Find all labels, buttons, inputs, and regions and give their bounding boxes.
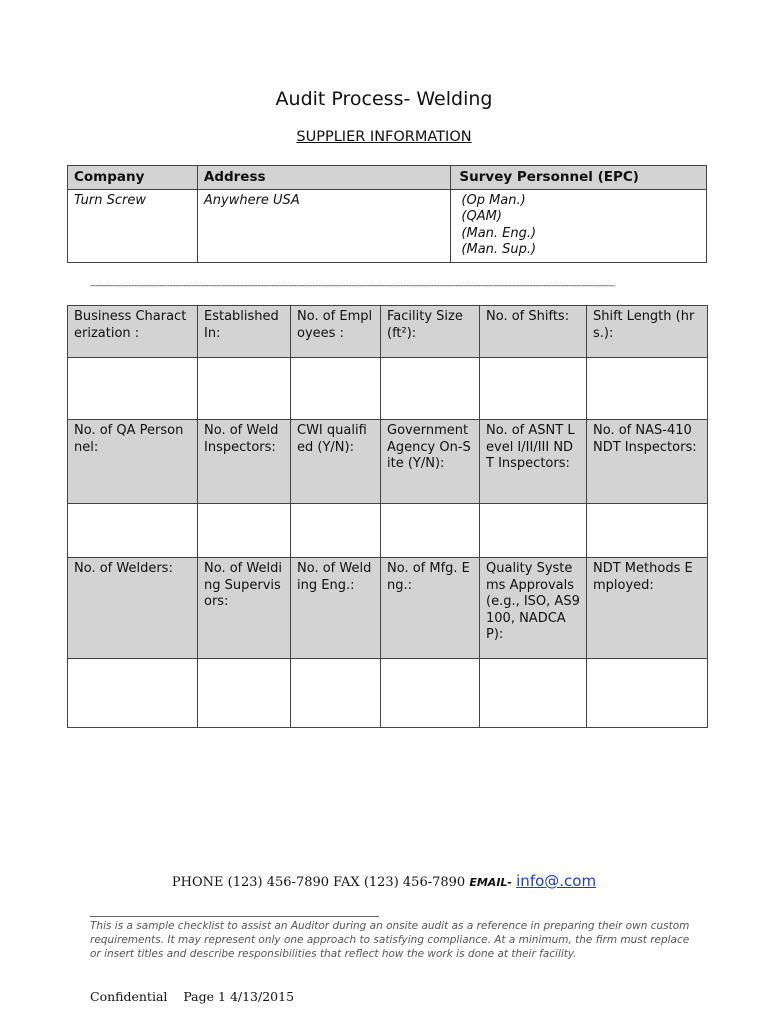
value-cell[interactable] (381, 504, 480, 558)
section-heading: SUPPLIER INFORMATION (296, 129, 472, 145)
email-label: EMAIL- (469, 876, 512, 889)
personnel-qam: (QAM) (461, 209, 502, 224)
label-no-of-weld-inspectors: No. of Weld Inspectors: (198, 420, 291, 504)
document-title: Audit Process- Welding (275, 88, 493, 110)
facility-profile-table (67, 305, 708, 728)
label-facility-size: Facility Size (ft²): (381, 306, 480, 358)
label-welding-eng: No. of Welding Eng.: (291, 558, 381, 659)
label-no-of-shifts: No. of Shifts: (480, 306, 587, 358)
value-cell[interactable] (198, 358, 291, 420)
supplier-info-table (67, 165, 707, 263)
supplier-header-row (68, 166, 707, 190)
dashed-separator: ----------------------------------------------------------------------------------------------------------------------------------------------------------------------------------------------- (90, 281, 615, 291)
value-cell[interactable] (291, 504, 381, 558)
value-cell[interactable] (198, 659, 291, 728)
personnel-op-man: (Op Man.) (461, 192, 526, 208)
label-no-of-welders: No. of Welders: (68, 558, 198, 659)
label-no-of-employees: No. of Employees : (291, 306, 381, 358)
value-cell[interactable] (68, 659, 198, 728)
label-established-in: Established In: (198, 306, 291, 358)
header-company: Company (68, 166, 198, 190)
value-cell[interactable] (587, 358, 708, 420)
header-address: Address (197, 166, 451, 190)
email-link[interactable]: info@.com (516, 872, 597, 890)
value-cell[interactable] (291, 659, 381, 728)
phone-fax: PHONE (123) 456-7890 FAX (123) 456-7890 (171, 875, 466, 890)
page-number: Page 1 (183, 989, 226, 1004)
value-cell[interactable] (480, 504, 587, 558)
personnel-man-eng: (Man. Eng.) (461, 225, 537, 241)
profile-header-row-3 (68, 558, 708, 659)
value-cell[interactable] (480, 358, 587, 420)
label-nas410-inspectors: No. of NAS-410 NDT Inspectors: (587, 420, 708, 504)
profile-header-row-1 (68, 306, 708, 358)
personnel-man-sup: (Man. Sup.) (461, 242, 537, 257)
profile-value-row-2 (68, 504, 708, 558)
label-no-of-qa-personnel: No. of QA Personnel: (68, 420, 198, 504)
footer-date: 4/13/2015 (229, 989, 295, 1004)
label-welding-supervisors: No. of Welding Supervisors: (198, 558, 291, 659)
label-quality-approvals: Quality Systems Approvals (e.g., ISO, AS9100, NADCAP): (480, 558, 587, 659)
confidential-label: Confidential (90, 989, 168, 1004)
value-cell[interactable] (587, 504, 708, 558)
value-cell[interactable] (68, 504, 198, 558)
value-cell[interactable] (480, 659, 587, 728)
profile-header-row-2 (68, 420, 708, 504)
value-cell[interactable] (198, 504, 291, 558)
header-survey-personnel: Survey Personnel (EPC) (451, 166, 707, 190)
value-cell[interactable] (68, 358, 198, 420)
footnote-divider (90, 916, 379, 917)
label-cwi-qualified: CWI qualified (Y/N): (291, 420, 381, 504)
value-cell[interactable] (587, 659, 708, 728)
label-mfg-eng: No. of Mfg. Eng.: (381, 558, 480, 659)
label-asnt-inspectors: No. of ASNT Level I/II/III NDT Inspectors: (480, 420, 587, 504)
label-business-characterization: Business Characterization : (68, 306, 198, 358)
value-cell[interactable] (381, 659, 480, 728)
label-shift-length: Shift Length (hrs.): (587, 306, 708, 358)
personnel-list (451, 189, 707, 262)
value-cell[interactable] (291, 358, 381, 420)
value-cell[interactable] (381, 358, 480, 420)
label-ndt-methods: NDT Methods Employed: (587, 558, 708, 659)
address-value: Anywhere USA (197, 189, 451, 262)
company-value: Turn Screw (68, 189, 198, 262)
footnote-text: This is a sample checklist to assist an Auditor during an onsite audit as a reference in preparing their own custom requirements. It may represent only one approach to satisfying compliance. At a minimum, the firm must replace or insert titles and describe responsibilities that reflect how the work is done at their facility. (90, 920, 690, 960)
label-government-agency: Government Agency On-Site (Y/N): (381, 420, 480, 504)
supplier-data-row (68, 189, 707, 262)
profile-value-row-1 (68, 358, 708, 420)
profile-value-row-3 (68, 659, 708, 728)
page-footer (90, 989, 294, 1004)
contact-line (0, 872, 768, 890)
